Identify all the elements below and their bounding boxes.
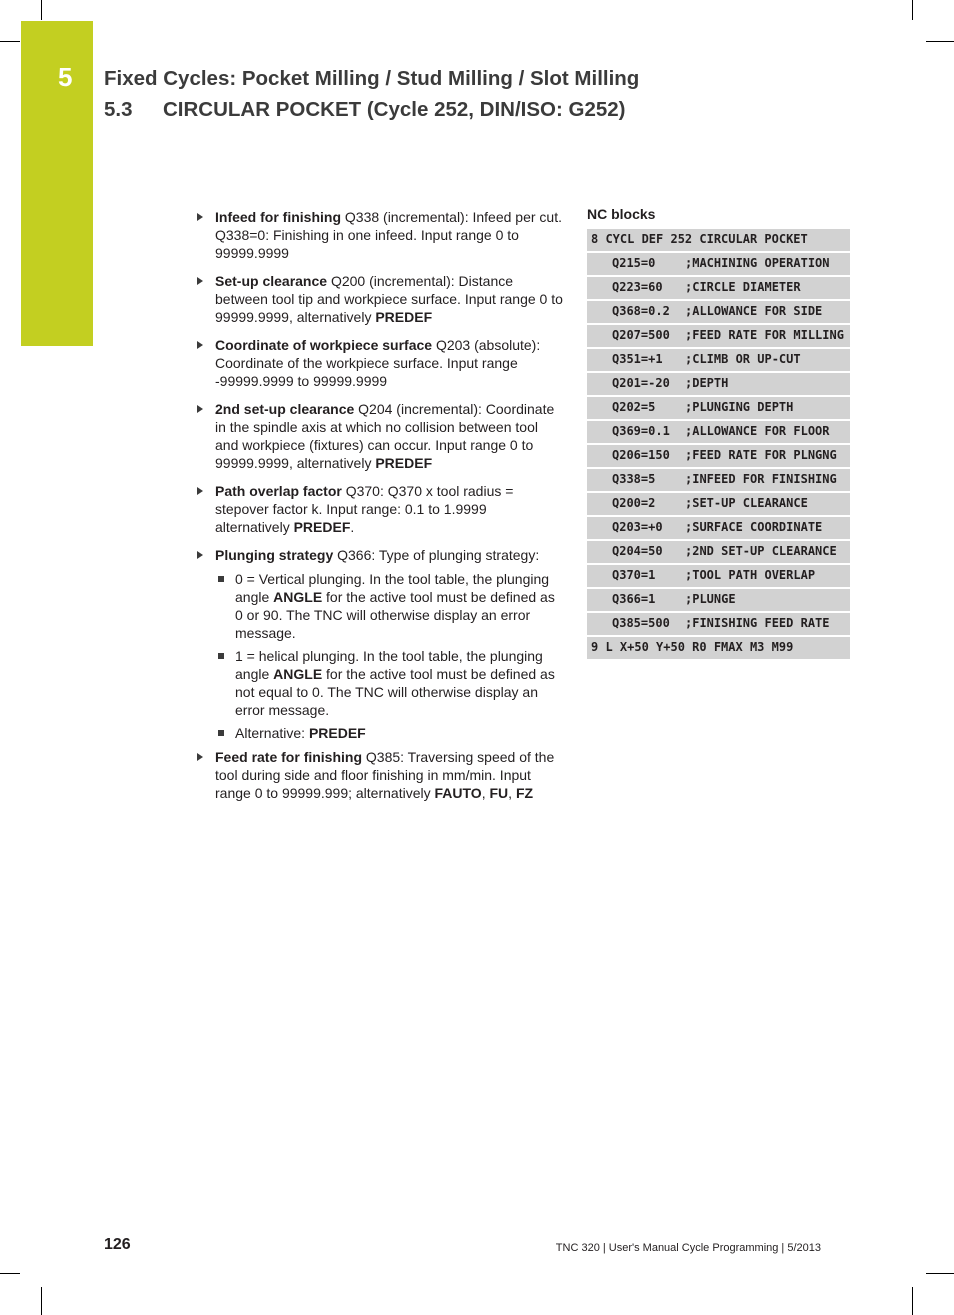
nc-row (587, 541, 850, 563)
section-title: CIRCULAR POCKET (Cycle 252, DIN/ISO: G252) (163, 98, 626, 121)
param-keyword: FAUTO (434, 785, 482, 801)
nc-comment: ;FEED RATE FOR PLNGNG (685, 448, 837, 462)
nc-row (587, 469, 850, 491)
nc-param: Q203=+0 (612, 520, 663, 534)
nc-param: Q366=1 (612, 592, 656, 606)
nc-rows (587, 253, 850, 635)
nc-comment: ;INFEED FOR FINISHING (685, 472, 837, 486)
nc-blocks-heading: NC blocks (587, 206, 656, 222)
nc-blocks-table (587, 229, 850, 661)
crop-mark (926, 41, 954, 42)
param-term: Plunging strategy (215, 547, 334, 563)
nc-row (587, 349, 850, 371)
nc-row (587, 373, 850, 395)
nc-comment: ;FINISHING FEED RATE (685, 616, 830, 630)
nc-comment: ;PLUNGE (685, 592, 736, 606)
nc-comment: ;CLIMB OR UP-CUT (685, 352, 801, 366)
nc-row (587, 517, 850, 539)
param-finishing-feed-rate (195, 748, 565, 802)
nc-comment: ;2ND SET-UP CLEARANCE (685, 544, 837, 558)
arrow-bullet-icon (197, 341, 203, 349)
param-text: Q203 (absolute): Coordinate of the workpiece surface. Input range -99999.9999 to 99999.9999 (215, 337, 541, 389)
plunge-option (195, 647, 565, 719)
param-keyword: PREDEF (375, 309, 433, 325)
nc-row (587, 301, 850, 323)
nc-comment: ;DEPTH (685, 376, 729, 390)
option-text: Alternative: (235, 725, 309, 741)
param-text: Q200 (incremental): Distance between tool tip and workpiece surface. Input range 0 to 99999.9999, alternatively (215, 273, 563, 325)
nc-row (587, 493, 850, 515)
crop-mark (912, 1287, 913, 1315)
nc-comment: ;SET-UP CLEARANCE (685, 496, 808, 510)
nc-comment: ;TOOL PATH OVERLAP (685, 568, 816, 582)
nc-row (587, 253, 850, 275)
crop-mark (0, 1273, 20, 1274)
crop-mark (926, 1273, 954, 1274)
nc-row (587, 613, 850, 635)
nc-param: Q202=5 (612, 400, 656, 414)
parameter-list (195, 208, 565, 812)
param-text: Q370: Q370 x tool radius = stepover factor k. Input range: 0.1 to 1.9999 alternatively (215, 483, 514, 535)
nc-comment: ;FEED RATE FOR MILLING (685, 328, 844, 342)
nc-first-line: 8 CYCL DEF 252 CIRCULAR POCKET (587, 229, 850, 251)
arrow-bullet-icon (197, 213, 203, 221)
param-sep: , (481, 785, 490, 801)
nc-param: Q200=2 (612, 496, 656, 510)
nc-comment: ;ALLOWANCE FOR SIDE (685, 304, 823, 318)
param-keyword: PREDEF (375, 455, 433, 471)
nc-row (587, 445, 850, 467)
footer-text: TNC 320 | User's Manual Cycle Programming | 5/2013 (555, 1242, 821, 1254)
nc-row (587, 421, 850, 443)
param-path-overlap (195, 482, 565, 536)
param-2nd-setup-clearance (195, 400, 565, 472)
param-term: Path overlap factor (215, 483, 342, 499)
param-plunging-strategy (195, 546, 565, 564)
nc-param: Q385=500 (612, 616, 670, 630)
square-bullet-icon (218, 576, 224, 582)
nc-row (587, 397, 850, 419)
nc-param: Q207=500 (612, 328, 670, 342)
chapter-tab (21, 21, 93, 346)
param-infeed-finishing (195, 208, 565, 262)
nc-param: Q223=60 (612, 280, 663, 294)
option-text: 0 = Vertical plunging. In the tool table, the plunging angle (235, 571, 550, 605)
nc-row (587, 325, 850, 347)
option-text: for the active tool must be defined as 0 or 90. The TNC will otherwise display an error message. (235, 589, 555, 641)
page-number: 126 (104, 1236, 131, 1253)
nc-row (587, 565, 850, 587)
arrow-bullet-icon (197, 277, 203, 285)
nc-param: Q370=1 (612, 568, 656, 582)
param-text-end: . (350, 519, 355, 535)
nc-param: Q369=0.1 (612, 424, 670, 438)
option-text: 1 = helical plunging. In the tool table, the plunging angle (235, 648, 543, 682)
arrow-bullet-icon (197, 405, 203, 413)
arrow-bullet-icon (197, 487, 203, 495)
nc-param: Q201=-20 (612, 376, 670, 390)
arrow-bullet-icon (197, 551, 203, 559)
nc-comment: ;PLUNGING DEPTH (685, 400, 794, 414)
nc-last-line: 9 L X+50 Y+50 R0 FMAX M3 M99 (587, 637, 850, 659)
param-keyword: FU (489, 785, 509, 801)
param-sep: , (508, 785, 516, 801)
chapter-title: Fixed Cycles: Pocket Milling / Stud Milling / Slot Milling (104, 67, 640, 90)
crop-mark (41, 1287, 42, 1315)
param-text: Q338 (incremental): Infeed per cut. Q338=0: Finishing in one infeed. Input range 0 to 99999.9999 (215, 209, 562, 261)
section-number: 5.3 (104, 98, 133, 121)
nc-param: Q206=150 (612, 448, 670, 462)
param-keyword: FZ (515, 785, 534, 801)
param-text: Q385: Traversing speed of the tool during side and floor finishing in mm/min. Input range 0 to 99999.999; alternatively (215, 749, 555, 801)
nc-comment: ;SURFACE COORDINATE (685, 520, 823, 534)
crop-mark (912, 0, 913, 20)
param-term: Set-up clearance (215, 273, 328, 289)
nc-row (587, 277, 850, 299)
square-bullet-icon (218, 730, 224, 736)
param-term: Coordinate of workpiece surface (215, 337, 433, 353)
section-title-line (104, 98, 626, 122)
param-term: Feed rate for finishing (215, 749, 363, 765)
nc-param: Q215=0 (612, 256, 656, 270)
nc-param: Q351=+1 (612, 352, 663, 366)
nc-comment: ;ALLOWANCE FOR FLOOR (685, 424, 830, 438)
param-term: Infeed for finishing (215, 209, 341, 225)
option-text: for the active tool must be defined as not equal to 0. The TNC will otherwise display an error message. (235, 666, 555, 718)
arrow-bullet-icon (197, 753, 203, 761)
param-text: Q204 (incremental): Coordinate in the spindle axis at which no collision between tool and workpiece (fixtures) can occur. Input range 0 to 99999.9999, alternatively (215, 401, 555, 471)
option-keyword: ANGLE (273, 666, 323, 682)
chapter-number: 5 (58, 62, 73, 92)
crop-mark (0, 41, 20, 42)
param-setup-clearance (195, 272, 565, 326)
nc-param: Q338=5 (612, 472, 656, 486)
nc-comment: ;MACHINING OPERATION (685, 256, 830, 270)
nc-row (587, 589, 850, 611)
nc-param: Q368=0.2 (612, 304, 670, 318)
nc-comment: ;CIRCLE DIAMETER (685, 280, 801, 294)
option-keyword: PREDEF (308, 725, 366, 741)
param-term: 2nd set-up clearance (215, 401, 355, 417)
param-surface-coordinate (195, 336, 565, 390)
plunge-option (195, 570, 565, 642)
param-keyword: PREDEF (293, 519, 351, 535)
plunge-option (195, 724, 565, 742)
nc-param: Q204=50 (612, 544, 663, 558)
crop-mark (41, 0, 42, 20)
option-keyword: ANGLE (273, 589, 323, 605)
param-text: Q366: Type of plunging strategy: (333, 547, 540, 563)
square-bullet-icon (218, 653, 224, 659)
